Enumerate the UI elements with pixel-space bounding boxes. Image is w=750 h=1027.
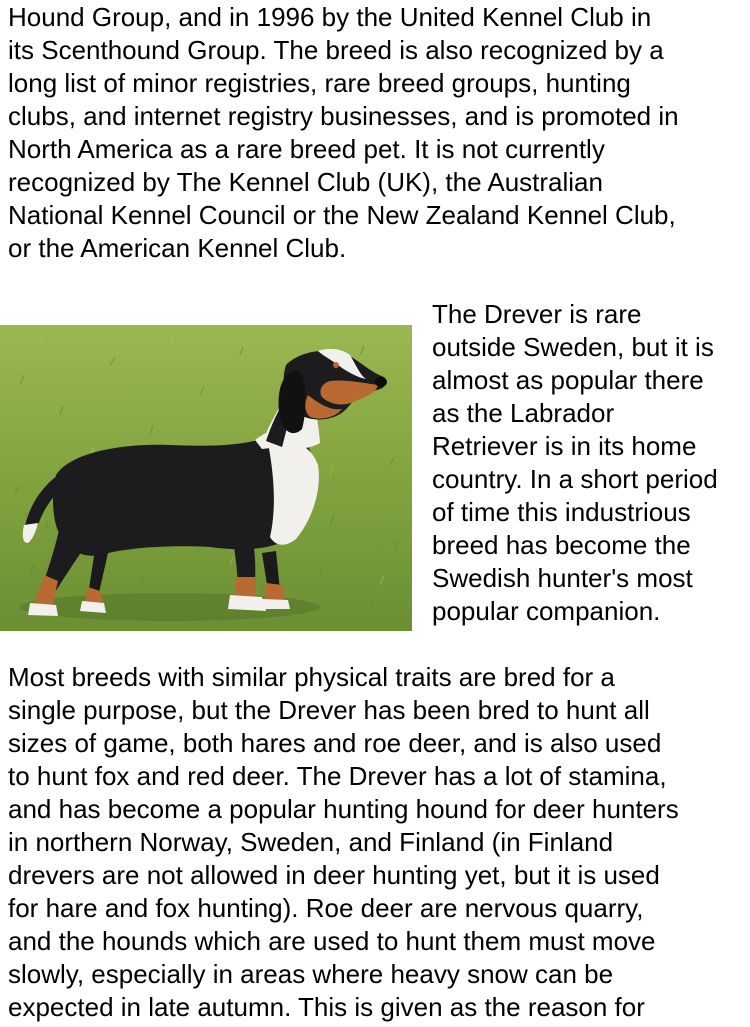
text-line: sizes of game, both hares and roe deer, and is also used [8, 728, 662, 758]
text-line: drevers are not allowed in deer hunting yet, but it is used [8, 860, 660, 890]
text-line: Retriever is in its home [432, 431, 697, 461]
text-line: single purpose, but the Drever has been bred to hunt all [8, 695, 650, 725]
text-line: or the American Kennel Club. [8, 233, 347, 263]
text-line: long list of minor registries, rare breed groups, hunting [8, 68, 631, 98]
text-line: in northern Norway, Sweden, and Finland (in Finland [8, 827, 614, 857]
text-line: The Drever is rare [432, 299, 642, 329]
text-line: for hare and fox hunting). Roe deer are nervous quarry, [8, 893, 644, 923]
drever-dog-illustration [0, 325, 412, 631]
paragraph-popularity [432, 298, 718, 628]
text-line: of time this industrious [432, 497, 691, 527]
text-line: clubs, and internet registry businesses, and is promoted in [8, 101, 679, 131]
drever-dog-photo [0, 325, 412, 631]
text-line: expected in late autumn. This is given as the reason for [8, 992, 645, 1022]
paragraph-registries [8, 1, 679, 265]
text-line: National Kennel Council or the New Zealand Kennel Club, [8, 200, 676, 230]
text-line: recognized by The Kennel Club (UK), the Australian [8, 167, 603, 197]
text-line: Most breeds with similar physical traits are bred for a [8, 662, 615, 692]
paragraph-hunting-uses [8, 661, 679, 1024]
text-line: its Scenthound Group. The breed is also recognized by a [8, 35, 664, 65]
text-line: and the hounds which are used to hunt them must move [8, 926, 656, 956]
text-line: Hound Group, and in 1996 by the United Kennel Club in [8, 2, 652, 32]
text-line: as the Labrador [432, 398, 615, 428]
text-line: and has become a popular hunting hound for deer hunters [8, 794, 679, 824]
text-line: country. In a short period [432, 464, 718, 494]
text-line: breed has become the [432, 530, 691, 560]
text-line: popular companion. [432, 596, 661, 626]
text-line: slowly, especially in areas where heavy snow can be [8, 959, 614, 989]
text-line: outside Sweden, but it is [432, 332, 714, 362]
text-line: North America as a rare breed pet. It is not currently [8, 134, 605, 164]
text-line: to hunt fox and red deer. The Drever has a lot of stamina, [8, 761, 667, 791]
text-line: Swedish hunter's most [432, 563, 693, 593]
text-line: almost as popular there [432, 365, 704, 395]
